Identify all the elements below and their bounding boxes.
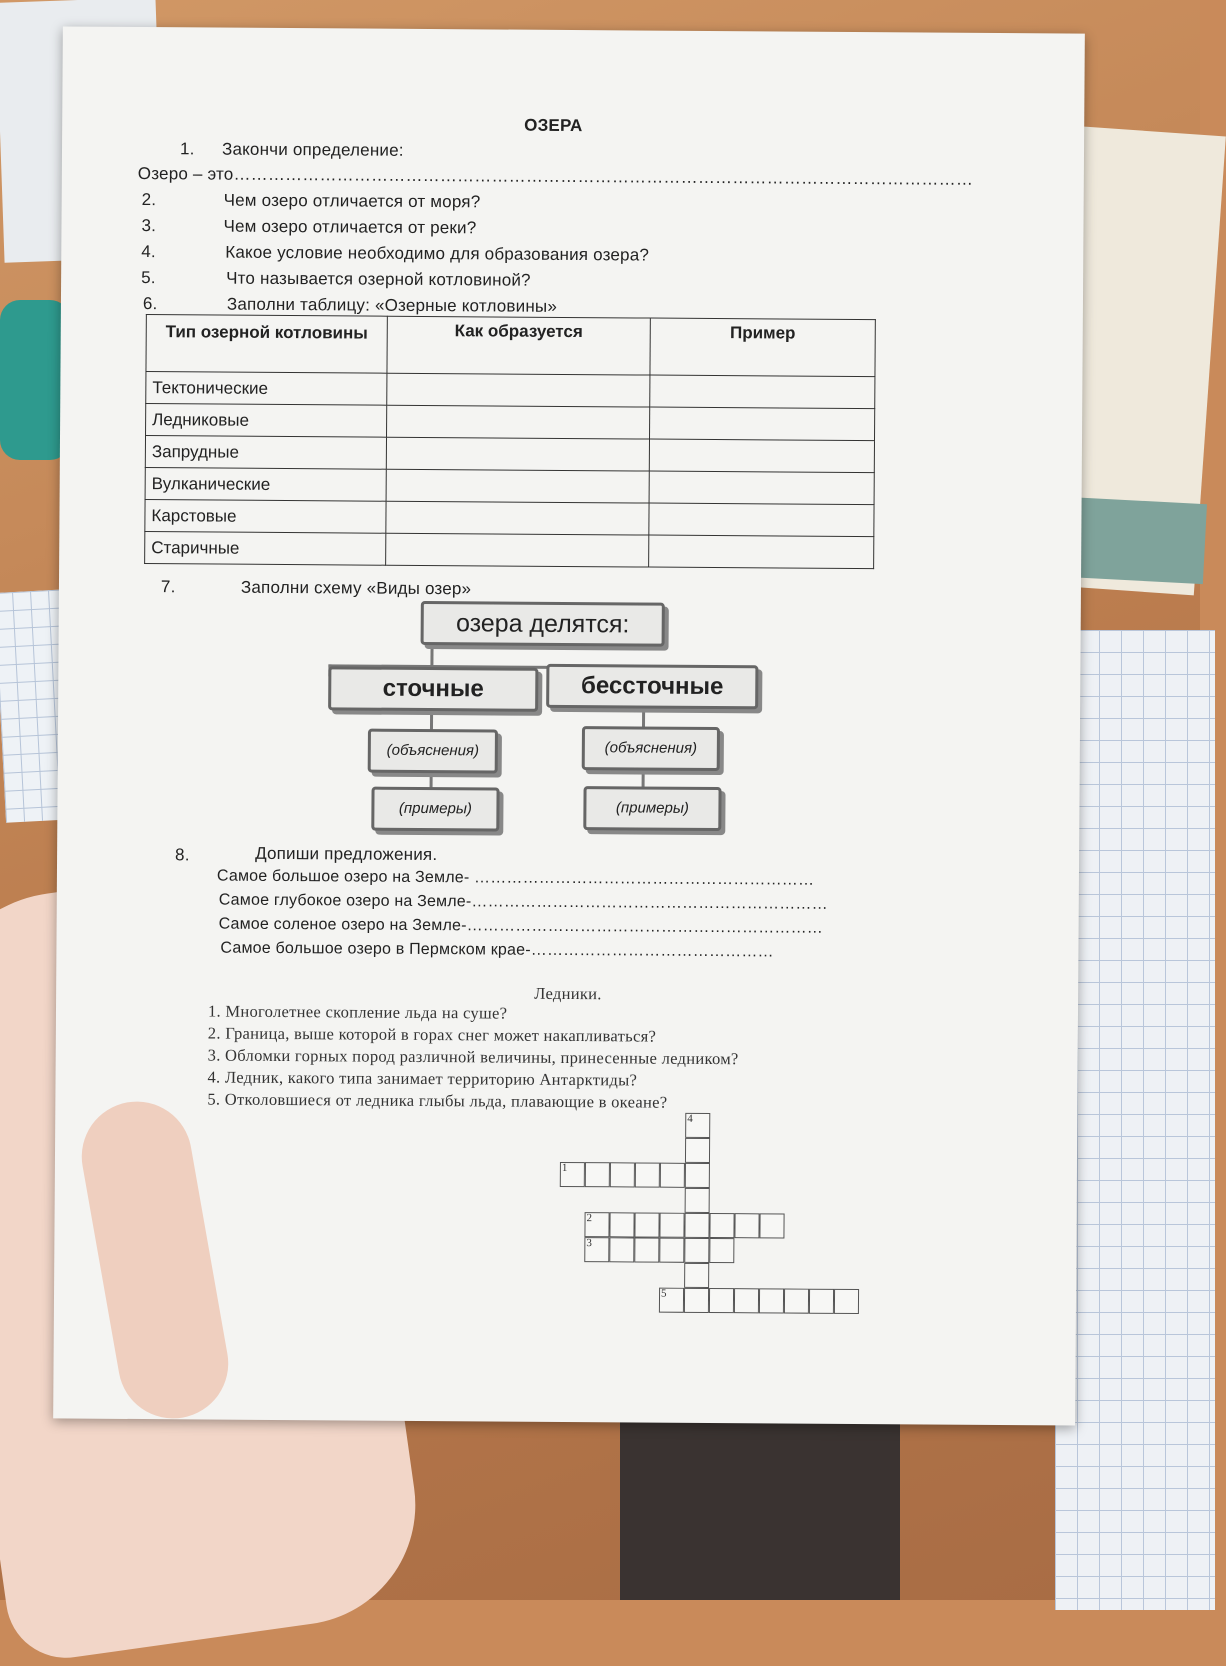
question-number: 2. bbox=[141, 190, 157, 210]
question-text: Чем озеро отличается от реки? bbox=[223, 216, 477, 238]
glacier-question: 2. Граница, выше которой в горах снег может накапливаться? bbox=[207, 1023, 657, 1046]
table-header-cell: Тип озерной котловины bbox=[146, 315, 387, 374]
crossword-cell[interactable] bbox=[685, 1113, 710, 1138]
table-cell-type: Тектонические bbox=[146, 372, 387, 406]
table-cell-empty[interactable] bbox=[649, 503, 874, 537]
crossword-cell[interactable] bbox=[634, 1237, 659, 1262]
crossword-cell[interactable] bbox=[709, 1238, 734, 1263]
table-cell-type: Карстовые bbox=[145, 500, 386, 534]
question-text: Закончи определение: bbox=[221, 139, 404, 160]
table-cell-empty[interactable] bbox=[650, 407, 875, 441]
sentence-line: Самое большое озеро на Земле- ……………………………………………………… bbox=[216, 867, 815, 889]
question-text: Какое условие необходимо для образования озера? bbox=[225, 242, 650, 265]
crossword-cell[interactable] bbox=[734, 1213, 759, 1238]
question-number: 6. bbox=[142, 294, 158, 314]
table-cell-empty[interactable] bbox=[650, 375, 875, 409]
table-row bbox=[146, 404, 875, 441]
crossword-cell[interactable] bbox=[609, 1212, 634, 1237]
table-cell-empty[interactable] bbox=[649, 535, 874, 569]
crossword-cell[interactable] bbox=[709, 1213, 734, 1238]
question-text: Что называется озерной котловиной? bbox=[226, 268, 531, 290]
table-header-cell: Пример bbox=[650, 318, 875, 377]
table-cell-empty[interactable] bbox=[387, 373, 650, 407]
crossword-cell[interactable] bbox=[784, 1289, 809, 1314]
glacier-question: 4. Ледник, какого типа занимает территорию Антарктиды? bbox=[207, 1067, 638, 1090]
crossword-cell[interactable] bbox=[659, 1288, 684, 1313]
crossword-cell[interactable] bbox=[584, 1212, 609, 1237]
glacier-question: 1. Многолетнее скопление льда на суше? bbox=[207, 1001, 508, 1023]
table-header-cell: Как образуется bbox=[387, 316, 650, 375]
question-text: Заполни схему «Виды озер» bbox=[240, 577, 472, 599]
crossword-number: 5 bbox=[660, 1287, 667, 1300]
crossword-cell[interactable] bbox=[585, 1162, 610, 1187]
table-cell-empty[interactable] bbox=[386, 501, 649, 535]
crossword-cell[interactable] bbox=[684, 1263, 709, 1288]
scheme-left-box: сточные bbox=[328, 666, 538, 711]
crossword-cell[interactable] bbox=[560, 1162, 585, 1187]
crossword-number: 3 bbox=[586, 1237, 592, 1250]
table-cell-type: Ледниковые bbox=[146, 404, 387, 438]
crossword-cell[interactable] bbox=[759, 1213, 784, 1238]
crossword-cell[interactable] bbox=[685, 1188, 710, 1213]
crossword-cell[interactable] bbox=[584, 1237, 609, 1262]
question-number: 7. bbox=[160, 577, 176, 597]
crossword-cell[interactable] bbox=[685, 1138, 710, 1163]
table-cell-empty[interactable] bbox=[386, 533, 649, 567]
table-row bbox=[145, 500, 874, 537]
glacier-question: 3. Обломки горных пород различной величины, принесенные ледником? bbox=[207, 1045, 739, 1069]
crossword-cell[interactable] bbox=[610, 1162, 635, 1187]
page-title: ОЗЕРА bbox=[524, 115, 583, 136]
table-cell-empty[interactable] bbox=[649, 471, 874, 505]
question-number: 4. bbox=[141, 242, 156, 262]
crossword-cell[interactable] bbox=[759, 1288, 784, 1313]
crossword-cell[interactable] bbox=[659, 1213, 684, 1238]
crossword-cell[interactable] bbox=[685, 1163, 710, 1188]
sentence-line: Самое соленое озеро на Земле-………………………………………………………… bbox=[218, 915, 824, 937]
scheme-left-explanation-box: (объяснения) bbox=[368, 729, 498, 774]
table-row bbox=[145, 436, 874, 473]
question-number: 8. bbox=[175, 845, 190, 865]
scheme-root-box: озера делятся: bbox=[421, 601, 665, 647]
crossword-cell[interactable] bbox=[809, 1289, 834, 1314]
scheme-right-examples-box: (примеры) bbox=[583, 786, 721, 831]
sentence-line: Самое глубокое озеро на Земле-………………………………………………………… bbox=[218, 891, 828, 913]
crossword-number: 1 bbox=[561, 1161, 568, 1174]
scheme-left-examples-box: (примеры) bbox=[371, 787, 499, 832]
table-row bbox=[145, 468, 874, 505]
glacier-question: 5. Отколовшиеся от ледника глыбы льда, плавающие в океане? bbox=[207, 1089, 668, 1112]
lake-basins-table bbox=[144, 314, 876, 569]
table-row bbox=[145, 532, 874, 569]
question-text: Заполни таблицу: «Озерные котловины» bbox=[226, 294, 558, 316]
definition-line: Озеро – это………………………………………………………………………………………………………………… bbox=[137, 163, 974, 189]
question-number: 1. bbox=[179, 139, 195, 159]
crossword-cell[interactable] bbox=[659, 1238, 684, 1263]
crossword-cell[interactable] bbox=[635, 1162, 660, 1187]
worksheet bbox=[53, 26, 1085, 1425]
crossword-cell[interactable] bbox=[834, 1289, 859, 1314]
scheme-right-box: бессточные bbox=[546, 664, 758, 709]
table-cell-type: Вулканические bbox=[145, 468, 386, 502]
scheme-connector bbox=[430, 643, 433, 667]
table-header-row bbox=[146, 315, 875, 377]
table-row bbox=[146, 372, 875, 409]
question-number: 3. bbox=[141, 216, 157, 236]
crossword-cell[interactable] bbox=[709, 1288, 734, 1313]
table-cell-type: Запрудные bbox=[145, 436, 386, 470]
crossword-cell[interactable] bbox=[660, 1163, 685, 1188]
table-cell-empty[interactable] bbox=[386, 469, 649, 503]
crossword-cell[interactable] bbox=[634, 1212, 659, 1237]
table-cell-type: Старичные bbox=[145, 532, 386, 566]
glaciers-title: Ледники. bbox=[534, 983, 602, 1004]
question-text: Допиши предложения. bbox=[255, 843, 438, 865]
question-text: Чем озеро отличается от моря? bbox=[223, 190, 481, 212]
sentence-line: Самое большое озеро в Пермском крае-……………………………………… bbox=[220, 939, 774, 961]
question-number: 5. bbox=[141, 268, 156, 288]
crossword-cell[interactable] bbox=[684, 1238, 709, 1263]
table-cell-empty[interactable] bbox=[386, 437, 649, 471]
crossword-cell[interactable] bbox=[609, 1237, 634, 1262]
table-cell-empty[interactable] bbox=[649, 439, 874, 473]
crossword-number: 4 bbox=[687, 1112, 693, 1125]
crossword-cell[interactable] bbox=[684, 1213, 709, 1238]
scheme-right-explanation-box: (объяснения) bbox=[582, 726, 720, 771]
table-cell-empty[interactable] bbox=[387, 405, 650, 439]
background-dark-area bbox=[620, 1400, 900, 1600]
crossword-number: 2 bbox=[586, 1212, 593, 1225]
crossword-cell[interactable] bbox=[684, 1288, 709, 1313]
crossword-cell[interactable] bbox=[734, 1288, 759, 1313]
